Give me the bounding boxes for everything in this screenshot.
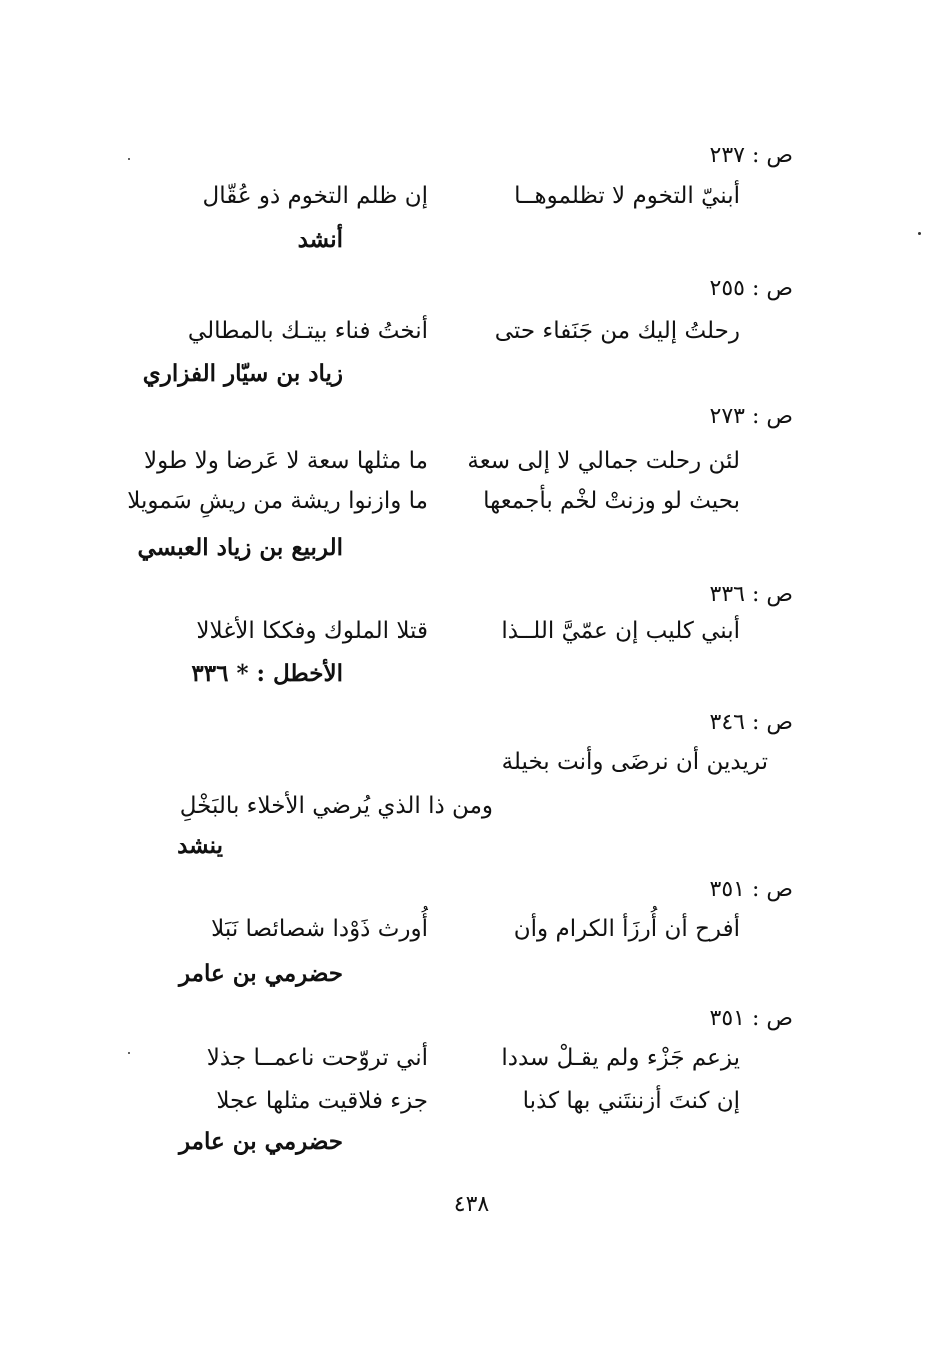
poet-attribution: الربيع بن زياد العبسي <box>137 534 343 561</box>
verse-second-hemistich: قتلا الملوك وفككا الأغلالا <box>196 618 428 644</box>
page-reference: ص : ٣٥١ <box>709 1006 793 1031</box>
verse-first-hemistich: إن كنتَ أزننتَني بها كذبا <box>522 1088 740 1114</box>
page-reference: ص : ٣٣٦ <box>709 582 793 607</box>
page-reference: ص : ٢٣٧ <box>709 143 793 168</box>
page-reference: ص : ٢٧٣ <box>709 404 793 429</box>
verse-second-hemistich: ما مثلها سعة لا عَرضا ولا طولا <box>144 448 428 474</box>
verse-line: تريدين أن نرضَى وأنت بخيلة <box>501 749 768 775</box>
scan-speck <box>918 232 921 235</box>
scan-speck <box>128 158 130 160</box>
page-reference: ص : ٢٥٥ <box>709 276 793 301</box>
page-number: ٤٣٨ <box>453 1192 490 1217</box>
poet-attribution: الأخطل : * ٣٣٦ <box>191 660 343 687</box>
verse-second-hemistich: إن ظلم التخوم ذو عُقّال <box>202 183 428 209</box>
verse-first-hemistich: أبنيّ التخوم لا تظلموهــا <box>514 183 740 209</box>
verse-second-hemistich: ما وازنوا ريشة من ريشِ سَمويلا <box>127 488 428 514</box>
scan-speck <box>128 1052 130 1054</box>
verse-second-hemistich: أُورث ذَوْدا شصائصا نَبَلا <box>211 916 428 942</box>
poet-attribution: حضرمي بن عامر <box>178 960 343 987</box>
page-reference: ص : ٣٥١ <box>709 877 793 902</box>
verse-first-hemistich: رحلتُ إليك من جَنَفاء حتى <box>494 318 740 344</box>
poet-attribution: زياد بن سيّار الفزاري <box>142 360 343 387</box>
verse-first-hemistich: أبني كليب إن عمّيَّ اللــذا <box>501 618 740 644</box>
verse-first-hemistich: بحيث لو وزنتْ لخْم بأجمعها <box>483 488 740 514</box>
verse-second-hemistich: أني تروّحت ناعمــا جذلا <box>206 1045 428 1071</box>
verse-first-hemistich: أفرح أن أُرزَأ الكرام وأن <box>513 916 740 942</box>
poet-attribution: أنشد <box>297 226 343 253</box>
poet-attribution: ينشد <box>177 832 223 859</box>
verse-first-hemistich: لئن رحلت جمالي لا إلى سعة <box>467 448 740 474</box>
verse-line: ومن ذا الذي يُرضي الأخلاء بالبَخْلِ <box>179 793 493 819</box>
verse-first-hemistich: يزعم جَزْء ولم يقـلْ سددا <box>501 1045 740 1071</box>
verse-second-hemistich: أنختُ فناء بيتـك بالمطالي <box>187 318 428 344</box>
page-reference: ص : ٣٤٦ <box>709 710 793 735</box>
verse-second-hemistich: جزء فلاقيت مثلها عجلا <box>216 1088 428 1114</box>
poet-attribution: حضرمي بن عامر <box>178 1128 343 1155</box>
